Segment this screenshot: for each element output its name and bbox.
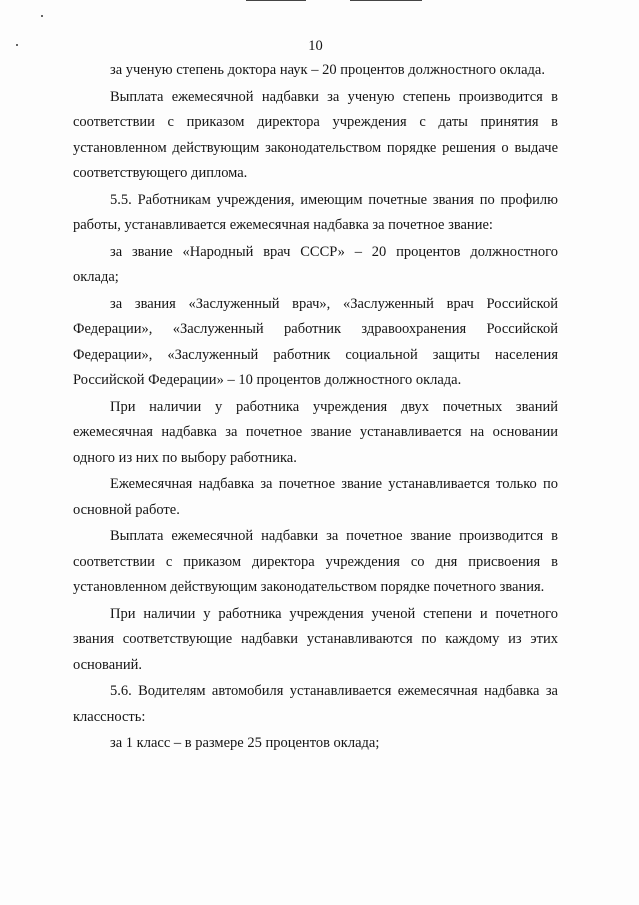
paragraph: При наличии у работника учреждения двух почетных званий ежемесячная надбавка за почетное звание устанавливается на основании одного из них по выбору работника. bbox=[73, 398, 558, 466]
paragraph: за ученую степень доктора наук – 20 процентов должностного оклада. bbox=[110, 62, 545, 78]
paragraph: Ежемесячная надбавка за почетное звание устанавливается только по основной работе. bbox=[73, 476, 558, 518]
scan-artifact-line bbox=[350, 0, 422, 1]
paragraph: 5.5. Работникам учреждения, имеющим почетные звания по профилю работы, устанавливается ежемесячная надбавка за почетное звание: bbox=[73, 191, 558, 233]
paragraph: за 1 класс – в размере 25 процентов оклада; bbox=[110, 735, 380, 751]
document-body bbox=[73, 58, 558, 757]
paragraph: за звание «Народный врач СССР» – 20 процентов должностного оклада; bbox=[73, 243, 558, 285]
scan-artifact-dot bbox=[41, 15, 43, 17]
paragraph: При наличии у работника учреждения ученой степени и почетного звания соответствующие надбавки устанавливаются по каждому из этих оснований. bbox=[73, 605, 558, 673]
paragraph: Выплата ежемесячной надбавки за ученую степень производится в соответствии с приказом директора учреждения с даты принятия в установленном действующим законодательством порядке решения о выдаче соответствующего диплома. bbox=[73, 88, 558, 181]
scan-artifact-line bbox=[246, 0, 306, 1]
paragraph: Выплата ежемесячной надбавки за почетное звание производится в соответствии с приказом директора учреждения со дня присвоения в установленном действующим законодательством порядке почетного звания. bbox=[73, 528, 558, 595]
paragraph: за звания «Заслуженный врач», «Заслуженный врач Российской Федерации», «Заслуженный работник здравоохранения Российской Федерации», «Заслуженный работник социальной защиты населения Российской Федерации» – 10 процентов должностного оклада. bbox=[73, 295, 558, 388]
page-number: 10 bbox=[308, 38, 323, 54]
paragraph: 5.6. Водителям автомобиля устанавливается ежемесячная надбавка за классность: bbox=[73, 683, 558, 725]
